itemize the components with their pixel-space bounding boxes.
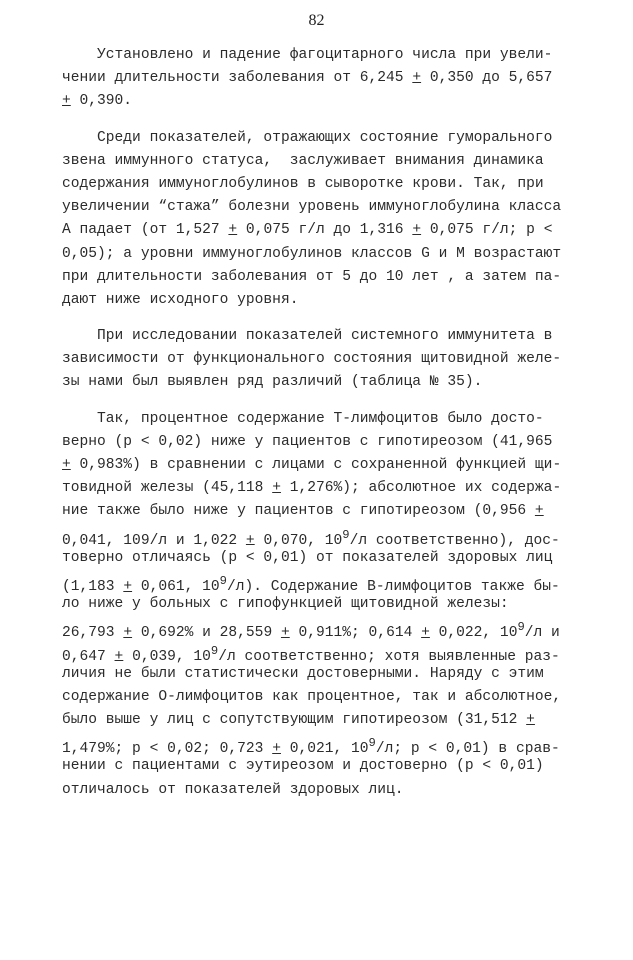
text-line: дают ниже исходного уровня. — [62, 291, 299, 308]
page-number: 82 — [308, 12, 325, 29]
text-line: А падает (от 1,527 + 0,075 г/л до 1,316 + 0,075 г/л; р < — [62, 222, 553, 239]
paragraph — [62, 408, 590, 802]
text-line: увеличении “стажа” болезни уровень иммуноглобулина класса — [62, 199, 562, 216]
text-line: 26,793 + 0,692% и 28,559 + 0,911%; 0,614 + 0,022, $10^9/л$ и — [62, 620, 560, 642]
paragraph — [62, 44, 590, 114]
paragraph — [62, 127, 590, 313]
document-body — [62, 44, 590, 802]
text-line: нении с пациентами с эутиреозом и достоверно (р < 0,01) — [62, 758, 544, 775]
text-line: отличалось от показателей здоровых лиц. — [62, 781, 404, 798]
paragraph-gap — [62, 395, 590, 408]
text-line: личия не были статистически достоверными. Наряду с этим — [62, 665, 544, 682]
paragraph-gap — [62, 312, 590, 325]
text-line: Среди показателей, отражающих состояние гуморального — [62, 129, 553, 146]
text-line: 0,05); а уровни иммуноглобулинов классов G и М возрастают — [62, 245, 562, 262]
text-line: При исследовании показателей системного иммунитета в — [62, 328, 553, 345]
text-line: ние также было ниже у пациентов с гипотиреозом (0,956 + — [62, 503, 544, 520]
text-line: 0,647 + 0,039, $10^9/л$ соответственно; хотя выявленные раз- — [62, 643, 560, 665]
text-line: зы нами был выявлен ряд различий (таблица № 35). — [62, 374, 483, 391]
paragraph-gap — [62, 114, 590, 127]
text-line: 0,041, 109/л и 1,022 + 0,070, $10^9/л$ соответственно), дос- — [62, 527, 560, 549]
text-line: при длительности заболевания от 5 до 10 лет , а затем па- — [62, 268, 562, 285]
text-line: чении длительности заболевания от 6,245 + 0,350 до 5,657 — [62, 70, 553, 87]
text-line: + 0,390. — [62, 93, 133, 110]
text-line: содержание О-лимфоцитов как процентное, так и абсолютное, — [62, 688, 562, 705]
text-line: звена иммунного статуса, заслуживает внимания динамика — [62, 152, 544, 169]
text-line: было выше у лиц с сопутствующим гипотиреозом (31,512 + — [62, 712, 535, 729]
text-line: (1,183 + 0,061, $10^9/л$). Содержание В-лимфоцитов также бы- — [62, 573, 560, 595]
text-line: + 0,983%) в сравнении с лицами с сохраненной функцией щи- — [62, 457, 562, 473]
text-line: товерно отличаясь (р < 0,01) от показателей здоровых лиц — [62, 549, 553, 566]
text-line: Установлено и падение фагоцитарного числа при увели- — [62, 47, 553, 63]
text-line: товидной железы (45,118 + 1,276%); абсолютное их содержа- — [62, 480, 562, 497]
text-line: Так, процентное содержание Т-лимфоцитов было досто- — [62, 410, 544, 427]
text-line: 1,479%; р < 0,02; 0,723 + 0,021, $10^9/л$; р < 0,01) в срав- — [62, 736, 560, 758]
text-line: зависимости от функционального состояния щитовидной желе- — [62, 351, 562, 368]
text-line: верно (р < 0,02) ниже у пациентов с гипотиреозом (41,965 — [62, 433, 553, 450]
text-line: содержания иммуноглобулинов в сыворотке крови. Так, при — [62, 175, 544, 192]
text-line: ло ниже у больных с гипофункцией щитовидной железы: — [62, 596, 509, 613]
paragraph — [62, 325, 590, 395]
